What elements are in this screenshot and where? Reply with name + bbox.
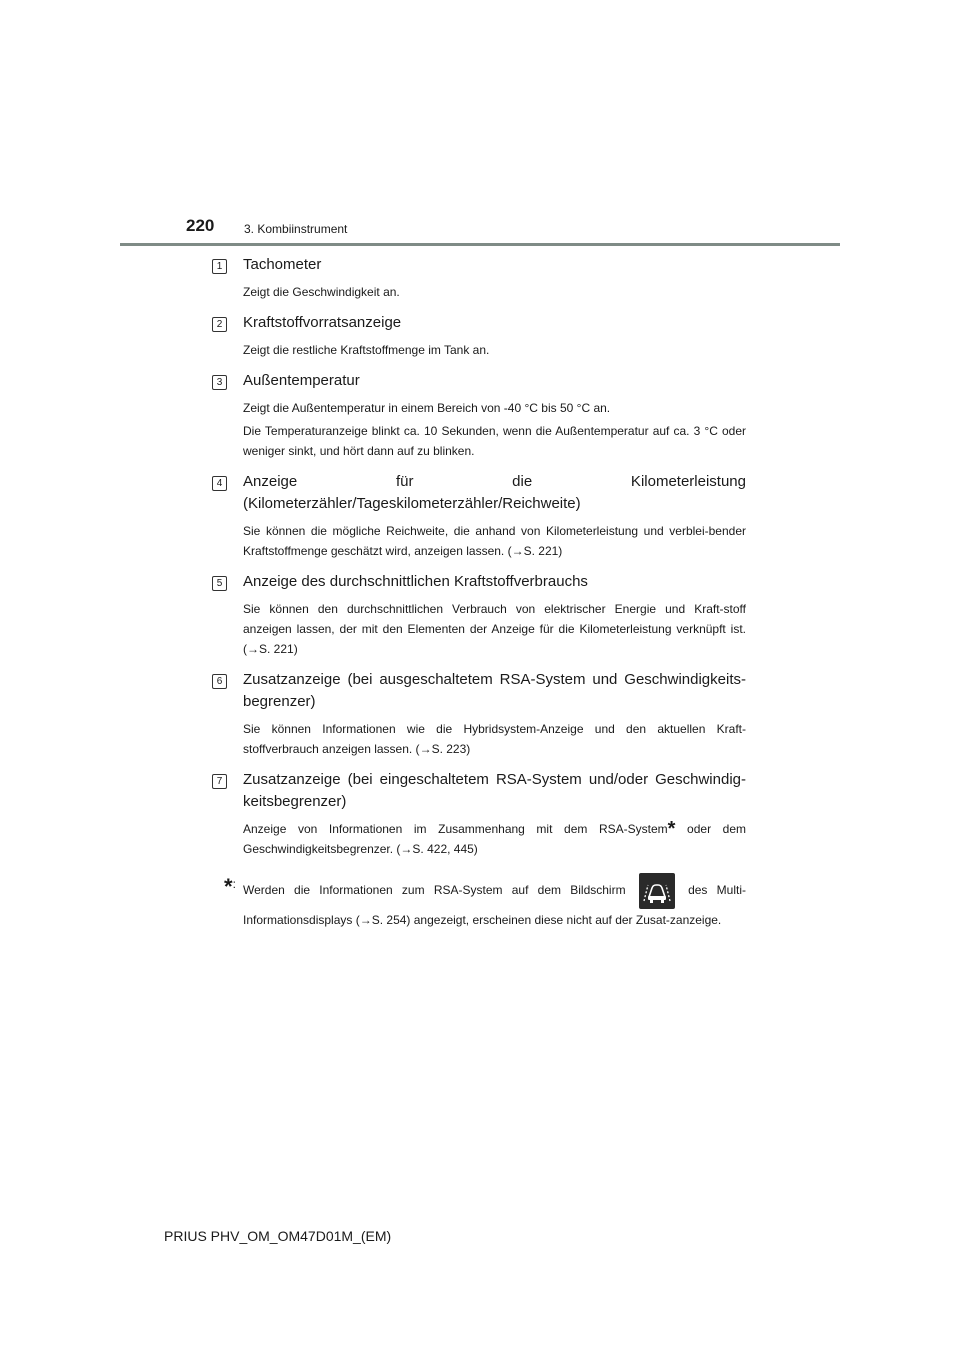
arrow-icon: → xyxy=(247,642,259,656)
item-description: Sie können die mögliche Reichweite, die anhand von Kilometerleistung und verblei-bender Kraftstoffmenge geschätzt wird, anzeigen lassen. (→S. 221) xyxy=(243,524,746,558)
footnote-mark: *: xyxy=(224,874,236,899)
item-title: Zusatzanzeige (bei eingeschaltetem RSA-System und/oder Geschwindig-keitsbegrenzer) xyxy=(243,771,746,810)
arrow-icon: → xyxy=(419,742,432,756)
item-number: 6 xyxy=(212,674,227,689)
list-item xyxy=(212,254,746,302)
item-description: Anzeige von Informationen im Zusammenhang mit dem RSA-System* oder dem Geschwindigkeitsbegrenzer. (→S. 422, 445) xyxy=(243,818,747,856)
arrow-icon: → xyxy=(359,913,372,927)
list-item xyxy=(212,669,746,759)
document-code: PRIUS PHV_OM_OM47D01M_(EM) xyxy=(164,1228,392,1244)
item-description: Die Temperaturanzeige blinkt ca. 10 Sekunden, wenn die Außentemperatur auf ca. 3 °C oder weniger sinkt, und hört dann auf zu blinken. xyxy=(243,424,746,458)
item-description: Zeigt die Geschwindigkeit an. xyxy=(243,285,400,299)
item-title: Anzeige des durchschnittlichen Kraftstoffverbrauchs xyxy=(243,573,588,590)
item-title: Kraftstoffvorratsanzeige xyxy=(243,314,402,331)
list-item xyxy=(212,571,746,659)
item-title: Tachometer xyxy=(243,256,322,273)
list-item xyxy=(212,471,746,561)
item-description: Sie können Informationen wie die Hybridsystem-Anzeige und den aktuellen Kraft-stoffverbrauch anzeigen lassen. (→S. 223) xyxy=(243,722,746,756)
list-item xyxy=(212,312,746,360)
item-number: 7 xyxy=(212,774,227,789)
item-title: Außentemperatur xyxy=(243,372,360,389)
list-item xyxy=(212,769,746,859)
footnote-asterisk: * xyxy=(667,818,676,840)
item-description: Zeigt die Außentemperatur in einem Bereich von -40 °C bis 50 °C an. xyxy=(243,401,611,415)
arrow-icon: → xyxy=(511,544,524,558)
page-number: 220 xyxy=(186,216,215,235)
section-title: 3. Kombiinstrument xyxy=(244,222,348,236)
item-description: Zeigt die restliche Kraftstoffmenge im Tank an. xyxy=(243,343,490,357)
item-number: 1 xyxy=(212,259,227,274)
item-number: 2 xyxy=(212,317,227,332)
footnote: *: Werden die Informationen zum RSA-System auf dem Bildschirm des Multi-Informationsdisplays (→S. 254) angezeigt, erscheinen diese nicht auf der Zusat-zanzeige. xyxy=(224,874,746,927)
item-description: Sie können den durchschnittlichen Verbrauch von elektrischer Energie und Kraft-stoff anzeigen lassen, der mit den Elementen der Anzeige für die Kilometerleistung verknüpft ist. (→S. 221) xyxy=(243,602,746,656)
item-number: 4 xyxy=(212,476,227,491)
rsa-screen-icon xyxy=(639,873,675,909)
item-title: Zusatzanzeige (bei ausgeschaltetem RSA-System und Geschwindigkeits-begrenzer) xyxy=(243,671,746,710)
arrow-icon: → xyxy=(400,842,413,856)
item-number: 3 xyxy=(212,375,227,390)
header-divider xyxy=(120,243,840,246)
item-title: Anzeige für die Kilometerleistung (Kilometerzähler/Tageskilometerzähler/Reichweite) xyxy=(243,473,746,512)
list-item xyxy=(212,370,746,461)
item-number: 5 xyxy=(212,576,227,591)
content xyxy=(212,250,746,931)
